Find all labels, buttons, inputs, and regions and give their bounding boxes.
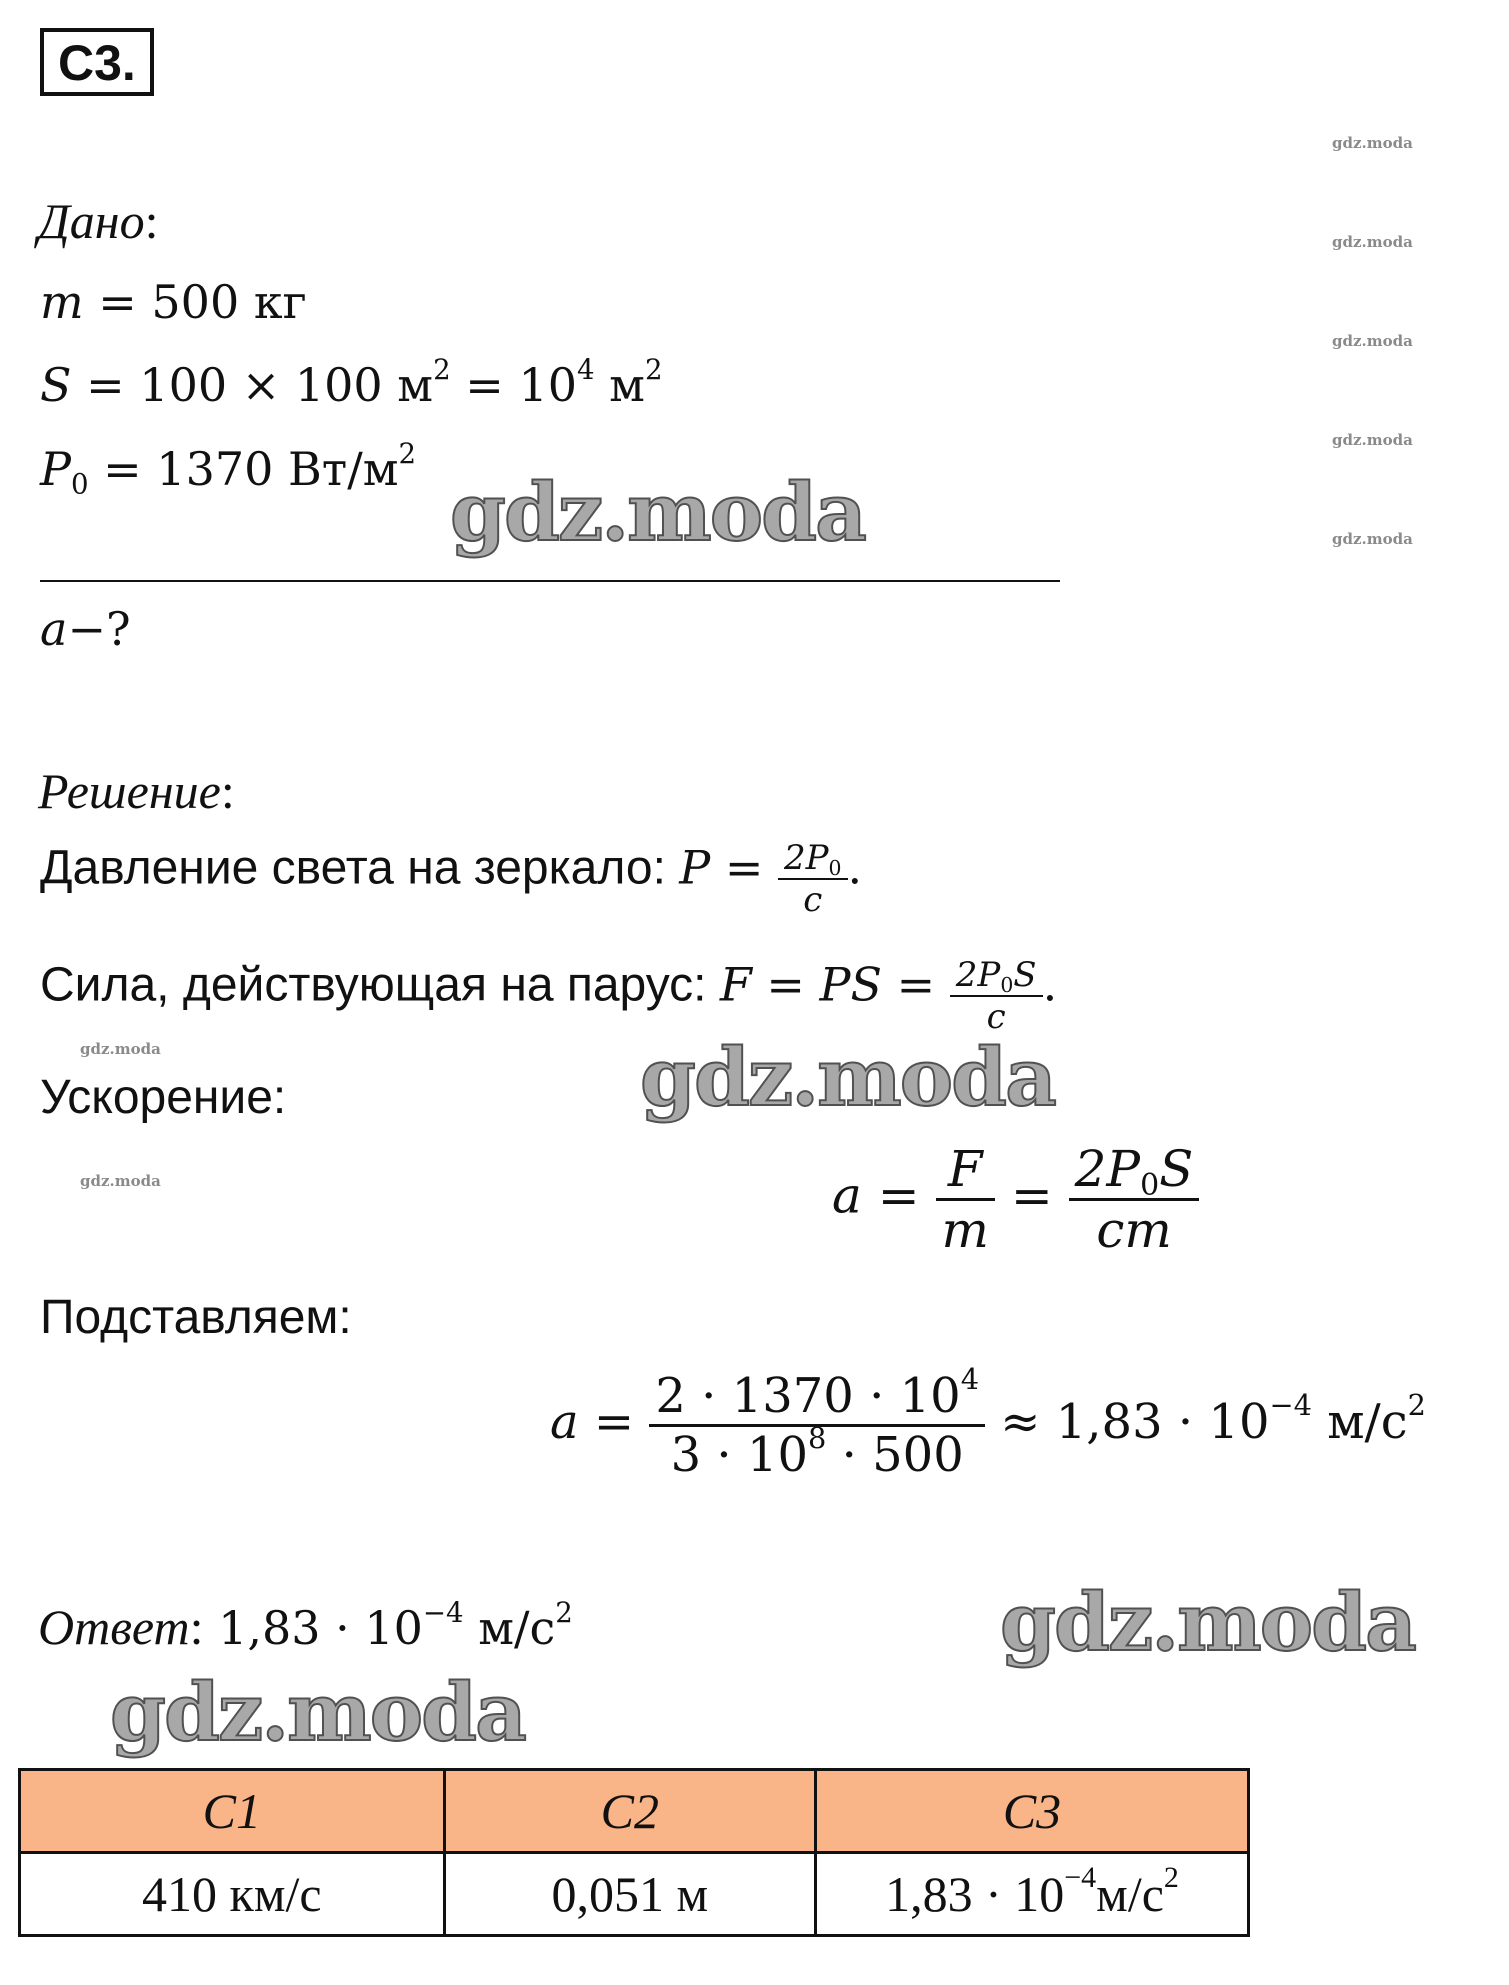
force-fraction: $\frac{2P_0S}{c}$: [950, 955, 1043, 1037]
force-over-mass: $\frac{F}{m}$: [936, 1140, 995, 1259]
given-power: $P_0 = 1370$ $Вт/м^2$: [40, 436, 417, 501]
acceleration-formula: a = $\frac{F}{m}$ = $\frac{2P_0S}{cm}$: [832, 1140, 1199, 1259]
watermark-small: gdz.moda: [1332, 332, 1413, 350]
watermark-small: gdz.moda: [80, 1040, 161, 1058]
header-c3: C3: [816, 1770, 1249, 1853]
watermark-small: gdz.moda: [1332, 530, 1413, 548]
watermark-small: gdz.moda: [1332, 134, 1413, 152]
watermark-large: gdz.moda: [450, 465, 865, 559]
acceleration-label: Ускорение:: [40, 1071, 287, 1124]
solution-heading: Решение:: [38, 763, 235, 819]
substitution-fraction: $\frac{2 \cdot 1370 \cdot 10^4}{3 \cdot 10^8 \cdot 500}$: [649, 1368, 985, 1483]
substitution-formula: a = $\frac{2 \cdot 1370 \cdot 10^4}{3 \cdot 10^8 \cdot 500}$ ≈ $1,83 \cdot 10^{-4}$ $м/с^2$: [550, 1361, 1426, 1483]
pressure-fraction: $\frac{2P_0}{c}$: [778, 838, 848, 920]
cell-c1: 410 км/с: [20, 1853, 445, 1936]
cell-c3: $1,83 \cdot 10^{-4}м/с^2$: [816, 1853, 1249, 1936]
watermark-large: gdz.moda: [110, 1665, 525, 1759]
find-unknown: a−?: [40, 602, 131, 656]
acceleration-fraction: $\frac{2P_0S}{cm}$: [1069, 1140, 1200, 1259]
given-mass: m = 500 кг: [40, 275, 307, 329]
pressure-line: Давление света на зеркало: P = $\frac{2P_0}{c}$ .: [40, 838, 863, 920]
header-c1: C1: [20, 1770, 445, 1853]
given-area: S = 100 × 100 $м^2 = 10^4$ $м^2$: [40, 352, 663, 412]
answer-line: Ответ: $1,83 \cdot 10^{-4}$ $м/с^2$: [38, 1595, 573, 1655]
watermark-large: gdz.moda: [1000, 1575, 1415, 1669]
watermark-large: gdz.moda: [640, 1030, 1055, 1124]
substitute-label: Подставляем:: [40, 1291, 352, 1344]
given-heading: Дано:: [38, 193, 159, 249]
table-header-row: [20, 1770, 1249, 1853]
cell-c2: 0,051 м: [444, 1853, 815, 1936]
watermark-small: gdz.moda: [80, 1172, 161, 1190]
given-divider: [40, 580, 1060, 582]
table-row: [20, 1853, 1249, 1936]
watermark-small: gdz.moda: [1332, 431, 1413, 449]
force-line: Сила, действующая на парус: F = PS = $\frac{2P_0S}{c}$ .: [40, 955, 1058, 1037]
problem-number: C3.: [40, 28, 154, 96]
header-c2: C2: [444, 1770, 815, 1853]
results-table: [18, 1768, 1250, 1937]
watermark-small: gdz.moda: [1332, 233, 1413, 251]
